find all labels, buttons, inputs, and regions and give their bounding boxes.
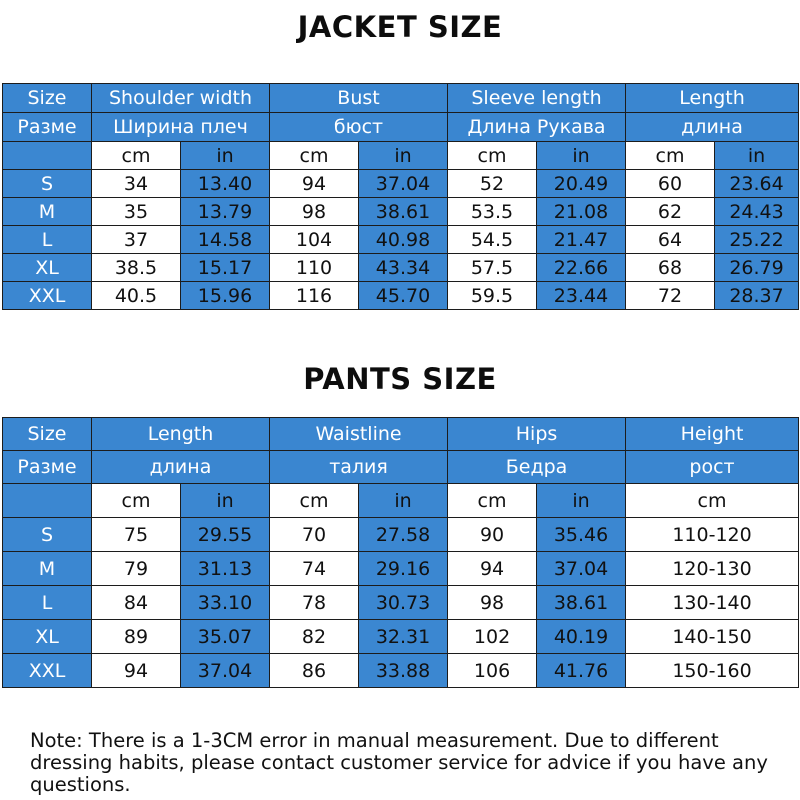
value-cell: 68 [626, 254, 715, 282]
value-cell: 37.04 [537, 552, 626, 586]
value-cell: 106 [448, 654, 537, 688]
value-cell: 22.66 [537, 254, 626, 282]
table-row [3, 586, 799, 620]
header-cell: Разме [3, 113, 92, 142]
value-cell: 27.58 [359, 518, 448, 552]
value-cell: 14.58 [181, 226, 270, 254]
value-cell: 75 [92, 518, 181, 552]
value-cell: 25.22 [715, 226, 799, 254]
value-cell: 38.61 [537, 586, 626, 620]
value-cell: 150-160 [626, 654, 799, 688]
value-cell: 110-120 [626, 518, 799, 552]
unit-cell: in [359, 484, 448, 518]
unit-cell: in [181, 484, 270, 518]
value-cell: 64 [626, 226, 715, 254]
value-cell: 21.08 [537, 198, 626, 226]
value-cell: 52 [448, 170, 537, 198]
jacket-size-table [2, 83, 799, 310]
value-cell: 57.5 [448, 254, 537, 282]
size-cell: S [3, 518, 92, 552]
unit-cell: in [537, 142, 626, 170]
header-cell: Size [3, 418, 92, 451]
value-cell: 40.5 [92, 282, 181, 310]
value-cell: 72 [626, 282, 715, 310]
value-cell: 98 [270, 198, 359, 226]
unit-cell: in [715, 142, 799, 170]
value-cell: 38.5 [92, 254, 181, 282]
value-cell: 94 [92, 654, 181, 688]
table-row [3, 654, 799, 688]
value-cell: 33.88 [359, 654, 448, 688]
size-cell [3, 142, 92, 170]
value-cell: 24.43 [715, 198, 799, 226]
value-cell: 120-130 [626, 552, 799, 586]
header-cell: длина [92, 451, 270, 484]
table-row [3, 518, 799, 552]
value-cell: 82 [270, 620, 359, 654]
value-cell: 86 [270, 654, 359, 688]
size-cell: XXL [3, 282, 92, 310]
value-cell: 35.46 [537, 518, 626, 552]
table-row [3, 552, 799, 586]
header-cell: талия [270, 451, 448, 484]
header-cell: Бедра [448, 451, 626, 484]
unit-cell: cm [626, 484, 799, 518]
value-cell: 23.64 [715, 170, 799, 198]
value-cell: 43.34 [359, 254, 448, 282]
unit-cell: cm [626, 142, 715, 170]
measurement-note: Note: There is a 1-3CM error in manual measurement. Due to different dressing habits, please contact customer service for advice if you have any questions. [30, 729, 768, 796]
value-cell: 15.17 [181, 254, 270, 282]
value-cell: 34 [92, 170, 181, 198]
value-cell: 84 [92, 586, 181, 620]
value-cell: 140-150 [626, 620, 799, 654]
value-cell: 116 [270, 282, 359, 310]
value-cell: 90 [448, 518, 537, 552]
value-cell: 94 [270, 170, 359, 198]
pants-unit-row [3, 484, 799, 518]
value-cell: 40.19 [537, 620, 626, 654]
header-cell: бюст [270, 113, 448, 142]
value-cell: 94 [448, 552, 537, 586]
header-cell: длина [626, 113, 799, 142]
value-cell: 110 [270, 254, 359, 282]
value-cell: 45.70 [359, 282, 448, 310]
value-cell: 89 [92, 620, 181, 654]
size-cell: S [3, 170, 92, 198]
header-cell: Bust [270, 84, 448, 113]
header-cell: Разме [3, 451, 92, 484]
unit-cell: cm [448, 484, 537, 518]
value-cell: 60 [626, 170, 715, 198]
value-cell: 102 [448, 620, 537, 654]
size-cell: M [3, 552, 92, 586]
value-cell: 79 [92, 552, 181, 586]
value-cell: 59.5 [448, 282, 537, 310]
pants-size-title: PANTS SIZE [303, 362, 497, 396]
table-row [3, 198, 799, 226]
table-row [3, 170, 799, 198]
value-cell: 28.37 [715, 282, 799, 310]
value-cell: 74 [270, 552, 359, 586]
value-cell: 29.16 [359, 552, 448, 586]
header-cell: Waistline [270, 418, 448, 451]
value-cell: 38.61 [359, 198, 448, 226]
value-cell: 29.55 [181, 518, 270, 552]
value-cell: 78 [270, 586, 359, 620]
unit-cell: cm [448, 142, 537, 170]
header-cell: Size [3, 84, 92, 113]
value-cell: 37.04 [359, 170, 448, 198]
unit-cell: in [537, 484, 626, 518]
value-cell: 30.73 [359, 586, 448, 620]
header-cell: Длина Рукава [448, 113, 626, 142]
jacket-header-row-ru [3, 113, 799, 142]
table-row [3, 226, 799, 254]
unit-cell: cm [92, 142, 181, 170]
value-cell: 15.96 [181, 282, 270, 310]
value-cell: 53.5 [448, 198, 537, 226]
size-cell: XXL [3, 654, 92, 688]
header-cell: Length [92, 418, 270, 451]
unit-cell: cm [270, 484, 359, 518]
value-cell: 32.31 [359, 620, 448, 654]
value-cell: 21.47 [537, 226, 626, 254]
table-row [3, 254, 799, 282]
value-cell: 37 [92, 226, 181, 254]
pants-size-table [2, 417, 799, 688]
value-cell: 70 [270, 518, 359, 552]
value-cell: 35 [92, 198, 181, 226]
size-cell: XL [3, 620, 92, 654]
table-row [3, 620, 799, 654]
jacket-header-row-en [3, 84, 799, 113]
header-cell: Ширина плеч [92, 113, 270, 142]
size-cell: L [3, 586, 92, 620]
unit-cell: in [181, 142, 270, 170]
header-cell: рост [626, 451, 799, 484]
size-cell: XL [3, 254, 92, 282]
value-cell: 62 [626, 198, 715, 226]
value-cell: 33.10 [181, 586, 270, 620]
unit-cell: cm [270, 142, 359, 170]
size-cell [3, 484, 92, 518]
value-cell: 104 [270, 226, 359, 254]
unit-cell: in [359, 142, 448, 170]
value-cell: 98 [448, 586, 537, 620]
value-cell: 31.13 [181, 552, 270, 586]
value-cell: 37.04 [181, 654, 270, 688]
value-cell: 35.07 [181, 620, 270, 654]
size-cell: L [3, 226, 92, 254]
value-cell: 54.5 [448, 226, 537, 254]
table-row [3, 282, 799, 310]
header-cell: Sleeve length [448, 84, 626, 113]
value-cell: 41.76 [537, 654, 626, 688]
value-cell: 26.79 [715, 254, 799, 282]
header-cell: Hips [448, 418, 626, 451]
unit-cell: cm [92, 484, 181, 518]
size-cell: M [3, 198, 92, 226]
jacket-unit-row [3, 142, 799, 170]
pants-header-row-ru [3, 451, 799, 484]
value-cell: 130-140 [626, 586, 799, 620]
value-cell: 40.98 [359, 226, 448, 254]
value-cell: 13.40 [181, 170, 270, 198]
header-cell: Shoulder width [92, 84, 270, 113]
value-cell: 23.44 [537, 282, 626, 310]
jacket-size-title: JACKET SIZE [297, 10, 503, 44]
header-cell: Height [626, 418, 799, 451]
pants-header-row-en [3, 418, 799, 451]
header-cell: Length [626, 84, 799, 113]
value-cell: 13.79 [181, 198, 270, 226]
value-cell: 20.49 [537, 170, 626, 198]
